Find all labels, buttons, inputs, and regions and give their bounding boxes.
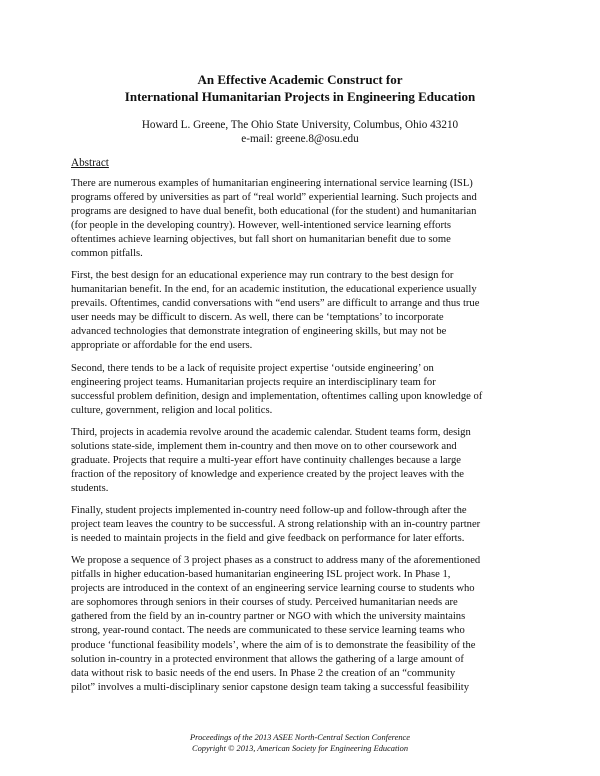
text-line: pitfalls in higher education-based humanitarian engineering ISL project work. In Phase 1, xyxy=(71,569,451,581)
text-line: strong, year-round contact. The needs are communicated to these service learning teams who xyxy=(71,625,465,637)
text-line: There are numerous examples of humanitarian engineering international service learning (ISL) xyxy=(71,178,473,189)
text-line: produce ‘functional feasibility models’, where the aim of is to demonstrate the feasibility of the xyxy=(71,639,476,651)
text-line: humanitarian benefit. In the end, for an academic institution, the educational experience usually xyxy=(71,284,477,296)
abstract-paragraph-6 xyxy=(71,554,533,695)
text-line: gathered from the field by an in-country partner or NGO with which the university maintains xyxy=(71,611,466,623)
text-line: appropriate or affordable for the end users. xyxy=(71,340,253,352)
text-line: user needs may be difficult to discern. As well, there can be ‘temptations’ to incorporate xyxy=(71,312,444,324)
text-line: students. xyxy=(71,483,109,495)
text-line: data without risk to basic needs of the end users. In Phase 2 the creation of an “community xyxy=(71,667,456,679)
abstract-paragraph-3 xyxy=(71,362,533,418)
abstract-paragraph-2 xyxy=(71,269,533,354)
text-line: We propose a sequence of 3 project phases as a construct to address many of the aforementioned xyxy=(71,555,481,566)
text-line: prevails. Oftentimes, candid conversations with “end users” are difficult to arrange and thus true xyxy=(71,298,480,310)
text-line: programs are designed to have dual benefit, both educational (for the student) and humanitarian xyxy=(71,206,477,218)
paper-title-line-2: International Humanitarian Projects in Engineering Education xyxy=(124,89,476,104)
text-line: Finally, student projects implemented in-country need follow-up and follow-through after the xyxy=(71,505,467,516)
author-email: e-mail: greene.8@osu.edu xyxy=(241,133,359,145)
text-line: successful problem definition, design and implementation, oftentimes calling upon knowledge of xyxy=(71,391,483,403)
text-line: are sophomores through seniors in their courses of study. Perceived humanitarian needs are xyxy=(71,597,458,609)
abstract-paragraph-4 xyxy=(71,426,533,496)
abstract-heading: Abstract xyxy=(71,157,109,169)
author-affiliation: Howard L. Greene, The Ohio State University, Columbus, Ohio 43210 xyxy=(141,119,459,131)
text-line: graduate. Projects that require a multi-year effort have continuity challenges because a large xyxy=(71,455,461,467)
text-line: project team leaves the country to be successful. A strong relationship with an in-country partner xyxy=(71,519,481,531)
text-line: Second, there tends to be a lack of requisite project expertise ‘outside engineering’ on xyxy=(71,363,434,374)
text-line: solution in-country in a protected environment that allows the gathering of a large amount of xyxy=(71,653,464,665)
text-line: engineering project teams. Humanitarian projects require an interdisciplinary team for xyxy=(71,377,436,389)
text-line: fraction of the repository of knowledge and experience created by the project leaves with the xyxy=(71,469,464,481)
text-line: programs offered by universities as part of “real world” experiential learning. Such projects and xyxy=(71,192,477,204)
paper-title-line-1: An Effective Academic Construct for xyxy=(197,72,403,87)
text-line: is needed to maintain projects in the field and give feedback on performance for later efforts. xyxy=(71,533,465,545)
abstract-paragraph-1 xyxy=(71,177,533,262)
text-line: common pitfalls. xyxy=(71,248,143,260)
text-line: projects are introduced in the context of an engineering service learning course to students who xyxy=(71,583,475,595)
text-line: advanced technologies that demonstrate integration of engineering skills, but may not be xyxy=(71,326,447,338)
text-line: pilot” involves a multi-disciplinary senior capstone design team taking a successful feasibility xyxy=(71,681,470,693)
text-line: oftentimes achieve learning objectives, but fall short on humanitarian benefit due to some xyxy=(71,234,451,246)
text-line: First, the best design for an educational experience may run contrary to the best design for xyxy=(71,270,454,281)
footer-proceedings: Proceedings of the 2013 ASEE North-Central Section Conference xyxy=(190,733,410,742)
text-line: (for people in the developing country). However, well-intentioned service learning efforts xyxy=(71,220,452,232)
text-line: culture, government, religion and local politics. xyxy=(71,405,273,417)
abstract-paragraph-5 xyxy=(71,504,533,546)
footer-copyright: Copyright © 2013, American Society for Engineering Education xyxy=(191,744,409,753)
text-line: Third, projects in academia revolve around the academic calendar. Student teams form, design xyxy=(71,427,471,438)
text-line: solutions state-side, implement them in-country and then move on to other coursework and xyxy=(71,441,457,453)
